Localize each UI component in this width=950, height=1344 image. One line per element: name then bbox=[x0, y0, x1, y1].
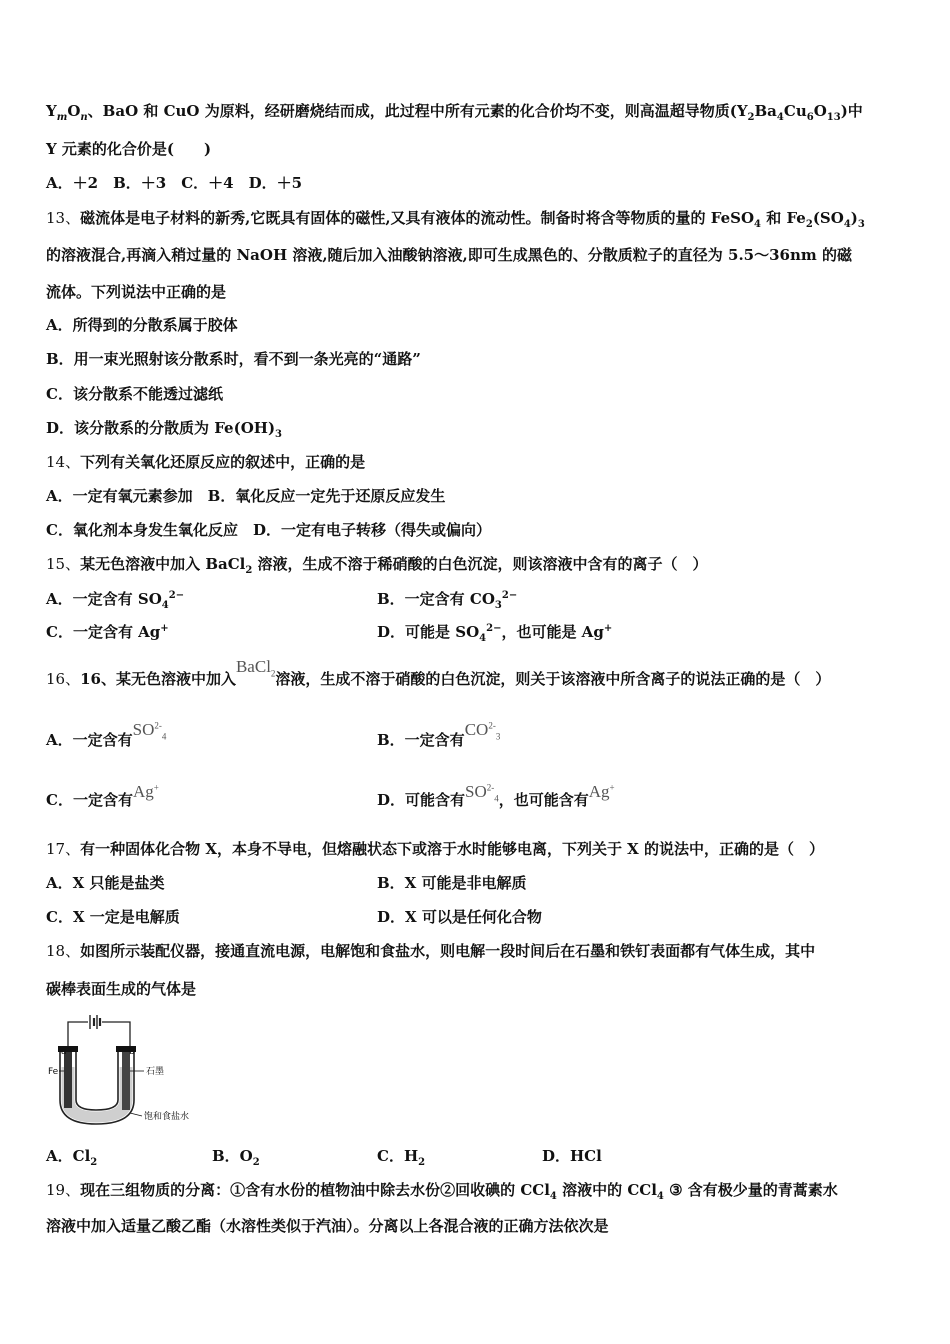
q17-stem: 17、有一种固体化合物 X，本身不导电，但熔融状态下或溶于水时能够电离，下列关于 X 的说法中，正确的是（ ） bbox=[46, 840, 825, 858]
q18-line2: 碳棒表面生成的气体是 bbox=[46, 980, 197, 998]
q13-option-a: A．所得到的分散系属于胶体 bbox=[46, 316, 238, 334]
q13-option-b: B．用一束光照射该分散系时，看不到一条光亮的“通路” bbox=[46, 350, 421, 368]
q13-line1: 13、磁流体是电子材料的新秀,它既具有固体的磁性,又具有液体的流动性。制备时将含等物质的量的 FeSO$_4$ 和 $Fe_2(SO_4)_3$ bbox=[46, 209, 865, 230]
q12-line1: $Y_mO_n$、BaO 和 CuO 为原料，经研磨烧结而成，此过程中所有元素的化合价均不变，则高温超导物质$(Y_2Ba_4Cu_6O_{13})$中 bbox=[46, 102, 863, 123]
q13-line3: 流体。下列说法中正确的是 bbox=[46, 283, 227, 301]
q16-stem: 16、16、某无色溶液中加入BaCl$_2$溶液，生成不溶于硝酸的白色沉淀，则关于该溶液中所含离子的说法正确的是（ ） bbox=[46, 657, 831, 688]
q17-option-c: C．X 一定是电解质 bbox=[46, 908, 180, 926]
q15-option-d: D．可能是 $SO_4^{2-}$，也可能是 Ag+ bbox=[377, 623, 613, 644]
q16-option-c: C．一定含有Ag+ bbox=[46, 782, 159, 809]
fig-label-graphite: 石墨 bbox=[146, 1067, 165, 1077]
q14-stem: 14、下列有关氧化还原反应的叙述中，正确的是 bbox=[46, 453, 366, 471]
q16-formula-ag-d: Ag+ bbox=[588, 782, 615, 801]
q18-option-c: C．$H_2$ bbox=[377, 1147, 426, 1168]
fig-label-fe: Fe bbox=[48, 1067, 59, 1077]
q16-formula-bacl2: BaCl$_2$ bbox=[235, 657, 276, 679]
q16-formula-so4: $SO^{2-}_4$ bbox=[132, 720, 167, 742]
q15-option-b: B．一定含有 $CO_3^{2-}$ bbox=[377, 590, 518, 611]
fig-label-b: b bbox=[129, 1047, 135, 1057]
q16-formula-ag: Ag+ bbox=[132, 782, 159, 801]
q19-line1: 19、现在三组物质的分离：①含有水份的植物油中除去水份②回收碘的 CCl$_4$ 溶液中的 CCl$_4$ ③ 含有极少量的青蒿素水 bbox=[46, 1181, 838, 1202]
q12-line2: Y 元素的化合价是( ) bbox=[46, 140, 212, 158]
q12-options: A．＋2 B．＋3 C．＋4 D．＋5 bbox=[46, 174, 303, 192]
q18-option-d: D．HCl bbox=[542, 1147, 602, 1165]
q18-option-b: B．$O_2$ bbox=[212, 1147, 260, 1168]
q13-option-d: D．该分散系的分散质为 $Fe(OH)_3$ bbox=[46, 419, 283, 440]
q17-option-b: B．X 可能是非电解质 bbox=[377, 874, 527, 892]
q13-option-c: C．该分散系不能透过滤纸 bbox=[46, 385, 223, 403]
q18-line1: 18、如图所示装配仪器，接通直流电源，电解饱和食盐水，则电解一段时间后在石墨和铁钉表面都有气体生成，其中 bbox=[46, 942, 816, 960]
fig-label-a: a bbox=[61, 1047, 67, 1057]
q15-option-a: A．一定含有 $SO_4^{2-}$ bbox=[46, 590, 185, 611]
q16-formula-co3: $CO^{2-}_3$ bbox=[464, 720, 501, 742]
q15-stem: 15、某无色溶液中加入 BaCl$_2$ 溶液，生成不溶于稀硝酸的白色沉淀，则该溶液中含有的离子（ ） bbox=[46, 555, 708, 576]
q17-option-d: D．X 可以是任何化合物 bbox=[377, 908, 542, 926]
q17-option-a: A．X 只能是盐类 bbox=[46, 874, 165, 892]
q18-option-a: A．$Cl_2$ bbox=[46, 1147, 98, 1168]
q13-line2: 的溶液混合,再滴入稍过量的 NaOH 溶液,随后加入油酸钠溶液,即可生成黑色的、分散质粒子的直径为 5.5～36nm 的磁 bbox=[46, 246, 852, 264]
q16-option-d: D．可能含有$SO^{2-}_4$，也可能含有Ag+ bbox=[377, 782, 615, 809]
electrolysis-apparatus-figure bbox=[46, 1012, 196, 1132]
q14-options-ab: A．一定有氧元素参加 B．氧化反应一定先于还原反应发生 bbox=[46, 487, 446, 505]
q15-option-c: C．一定含有 Ag+ bbox=[46, 623, 169, 641]
q16-option-a: A．一定含有$SO^{2-}_4$ bbox=[46, 720, 167, 749]
fig-label-brine: 饱和食盐水 bbox=[144, 1112, 190, 1122]
q19-line2: 溶液中加入适量乙酸乙酯（水溶性类似于汽油）。分离以上各混合液的正确方法依次是 bbox=[46, 1217, 609, 1235]
q16-formula-so4-d: $SO^{2-}_4$ bbox=[465, 782, 499, 804]
q14-options-cd: C．氧化剂本身发生氧化反应 D．一定有电子转移（得失或偏向） bbox=[46, 521, 491, 539]
q16-option-b: B．一定含有$CO^{2-}_3$ bbox=[377, 720, 501, 749]
